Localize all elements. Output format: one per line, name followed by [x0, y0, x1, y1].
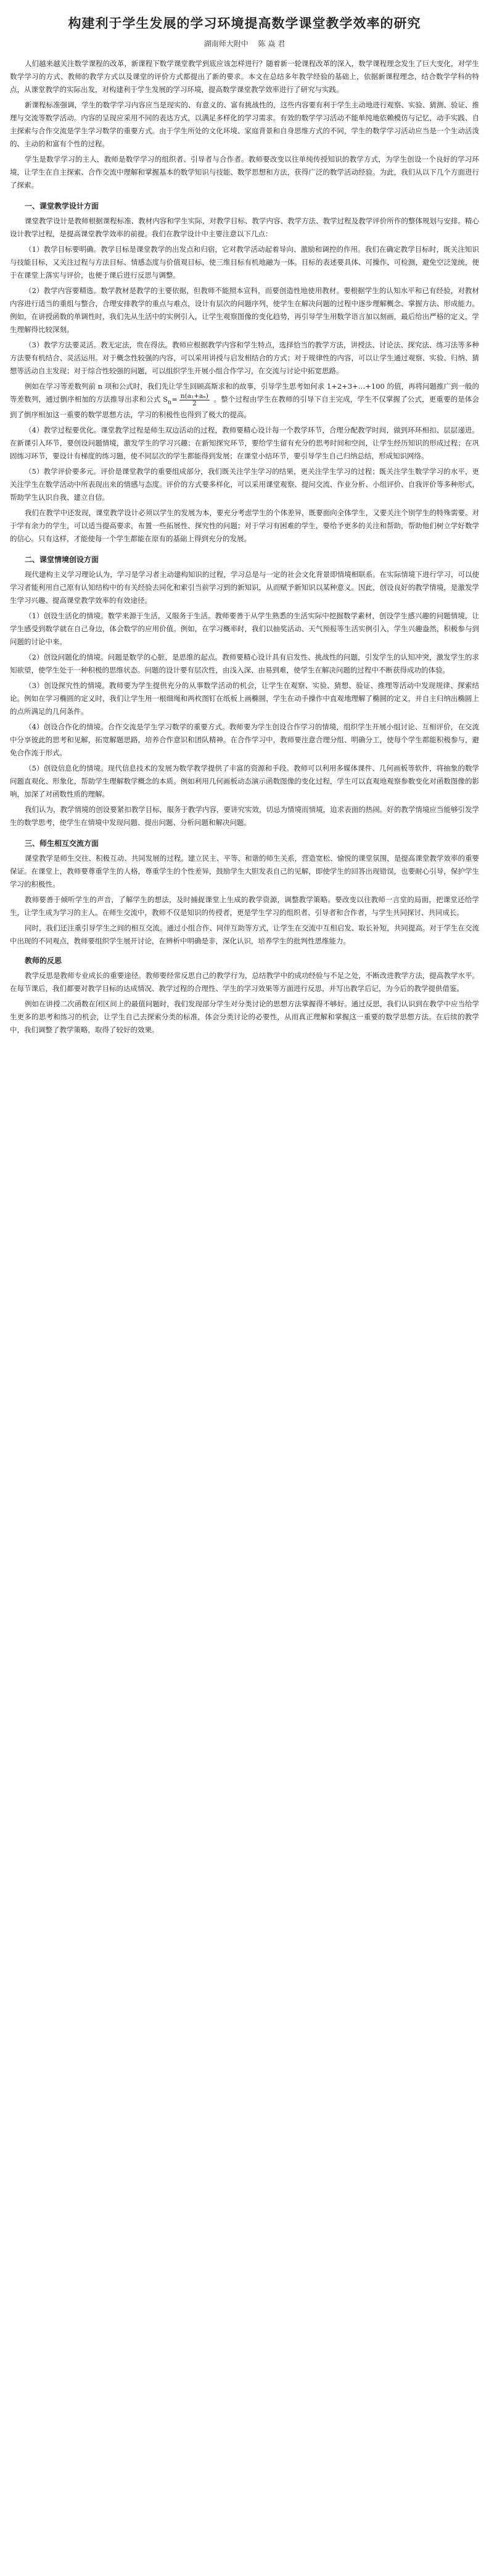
- body-paragraph: 教学反思是教师专业成长的重要途径。教师要经常反思自己的教学行为，总结教学中的成功经验与不足之处，不断改进教学方法，提高教学水平。在每节课后，我们都要对教学目标的达成情况、教学过程的合理性、学生的学习效果等方面进行反思，并写出教学后记，为今后的教学提供借鉴。: [10, 971, 479, 993]
- body-paragraph: （4）创设合作化的情境。合作交流是学生学习数学的重要方式。教师要为学生创设合作学习的情境，组织学生开展小组讨论、互相评价，在交流中分享彼此的思考和见解，拓宽解题思路，培养合作意识和团队精神。在合作学习中，教师要注意合理分组、明确分工，使每个学生都能积极参与，避免合作流于形式。: [10, 723, 479, 758]
- section-teacher-reflection: [10, 955, 479, 1037]
- body-paragraph: （5）教学评价要多元。评价是课堂教学的重要组成部分，我们既关注学生学习的结果，更关注学生学习的过程；既关注学生数学学习的水平，更关注学生在数学活动中所表现出来的情感与态度。评价的方式要多样化，可以采用课堂观察、提问交流、作业分析、小组评价、自我评价等多种形式，帮助学生认识自我、建立自信。: [10, 467, 479, 502]
- page-bottom-space: [10, 1039, 479, 1064]
- byline: [10, 38, 479, 49]
- intro-paragraph: 新课程标准强调，学生的数学学习内容应当是现实的、有意义的、富有挑战性的，这些内容要有利于学生主动地进行观察、实验、猜测、验证、推理与交流等数学活动。内容的呈现应采用不同的表达方式，以满足多样化的学习需求。有效的数学学习活动不能单纯地依赖模仿与记忆，动手实践、自主探索与合作交流是学生学习数学的重要方式。由于学生所处的文化环境、家庭背景和自身思维方式的不同，学生的数学学习活动应当是一个生动活泼的、主动的和富有个性的过程。: [10, 101, 479, 148]
- body-paragraph: （1）教学目标要明确。教学目标是课堂教学的出发点和归宿，它对教学活动起着导向、激励和调控的作用。我们在确定教学目标时，既关注知识与技能目标，又关注过程与方法目标、情感态度与价值观目标，使三维目标有机地融为一体。目标的表述要具体、可操作、可检测，避免空泛笼统，便于在课堂上落实与评价，也便于课后进行反思与调整。: [10, 245, 479, 280]
- body-paragraph: 我们在教学中还发现，课堂教学设计必须以学生的发展为本，要充分考虑学生的个体差异，既要面向全体学生，又要关注个别学生的特殊需要。对于学有余力的学生，可以适当提高要求，布置一些拓展性、探究性的问题；对于学习有困难的学生，要给予更多的关注和帮助，帮助他们树立学好数学的信心。只有这样，才能使每一个学生都能在原有的基础上得到充分的发展。: [10, 508, 479, 544]
- author-name: 陈 焱 君: [258, 39, 286, 48]
- section-teacher-student-exchange: [10, 838, 479, 948]
- formula-paragraph: [10, 380, 479, 421]
- sum-formula-fraction: [179, 393, 210, 407]
- article-title: 构建利于学生发展的学习环境提高数学课堂教学效率的研究: [68, 15, 421, 31]
- body-paragraph: 教师要善于倾听学生的声音，了解学生的想法，及时捕捉课堂上生成的教学资源，调整教学策略。要改变以往教师一言堂的局面，把课堂还给学生，让学生成为学习的主人。在师生交流中，教师不仅是知识的传授者，更是学生学习的组织者、引导者和合作者，与学生共同探讨、共同成长。: [10, 895, 479, 917]
- body-paragraph: （2）创设问题化的情境。问题是数学的心脏，是思维的起点。教师要精心设计具有启发性、挑战性的问题，引发学生的认知冲突，激发学生的求知欲望，使学生处于一种积极的思维状态。问题的设计要有层次性，由浅入深、由易到难，使学生在解决问题的过程中不断获得成功的体验。: [10, 653, 479, 675]
- body-paragraph: （2）教学内容要精选。数学教材是教学的主要依据，但教师不能照本宣科，而要创造性地使用教材。要根据学生的认知水平和已有经验，对教材内容进行适当的重组与整合，合理安排教学的重点与难点，设计有层次的问题序列，使学生在解决问题的过程中逐步理解概念、掌握方法、形成能力。例如，在讲授函数的单调性时，我们先从生活中的实例引入，让学生观察图像的变化趋势，再引导学生用数学语言加以刻画，最后给出严格的定义，学生理解得比较深刻。: [10, 286, 479, 334]
- formula-text-before: 例如在学习等差数列前: [25, 382, 96, 391]
- body-paragraph: 现代建构主义学习理论认为，学习是学习者主动建构知识的过程，学习总是与一定的社会文化背景即情境相联系。在实际情境下进行学习，可以使学习者能利用自己原有认知结构中的有关经验去同化和索引当前学习到的新知识，从而赋予新知识以某种意义。因此，创设良好的教学情境，是激发学生学习兴趣、提高课堂教学效率的有效途径。: [10, 570, 479, 605]
- body-paragraph: （3）创设探究性的情境。教师要为学生提供充分的从事数学活动的机会，让学生在观察、实验、猜想、验证、推理等活动中发现规律、探索结论。例如在学习椭圆的定义时，我们让学生用一根细绳和两枚图钉在纸板上画椭圆，学生在动手操作中直观地理解了椭圆的定义，并自主归纳出椭圆上的点所满足的几何条件。: [10, 681, 479, 716]
- fraction-numerator: n(a₁+aₙ): [180, 392, 208, 400]
- body-paragraph: 例如在讲授二次函数在闭区间上的最值问题时，我们发现部分学生对分类讨论的思想方法掌握得不够好。通过反思，我们认识到在教学中应当给学生更多的思考和练习的机会，让学生自己去探索分类的标准，体会分类讨论的必要性，从而真正理解和掌握这一重要的数学思想方法。在后续的教学中，我们调整了教学策略，取得了较好的效果。: [10, 1000, 479, 1035]
- body-paragraph: （4）教学过程要优化。课堂教学过程是师生双边活动的过程，教师要精心设计每一个教学环节，合理分配教学时间，做到环环相扣、层层递进。在新课引入环节，要创设问题情境，激发学生的学习兴趣；在新知探究环节，要给学生留有充分的思考时间和空间，让学生经历知识的形成过程；在巩固练习环节，要设计有梯度的练习题，使不同层次的学生都能得到发展；在课堂小结环节，要引导学生自己归纳总结，形成知识网络。: [10, 426, 479, 461]
- section-heading: 三、师生相互交流方面: [25, 839, 99, 848]
- section-situation-creation: [10, 554, 479, 829]
- body-paragraph: （1）创设生活化的情境。数学来源于生活，又服务于生活。教师要善于从学生熟悉的生活实际中挖掘数学素材，创设学生感兴趣的问题情境，让学生感受到数学就在自己身边，体会数学的应用价值。例如，在学习概率时，我们以抽奖活动、天气预报等生活实例引入，学生兴趣盎然，积极参与到问题的讨论中来。: [10, 611, 479, 647]
- body-paragraph: 我们认为，教学情境的创设要紧扣教学目标，服务于教学内容，要讲究实效，切忌为情境而情境，追求表面的热闹。好的教学情境应当能够引发学生的数学思考，使学生在情境中发现问题、提出问题、分析问题和解决问题。: [10, 805, 479, 827]
- body-paragraph: （3）教学方法要灵活。教无定法，贵在得法。教师应根据教学内容和学生特点，选择恰当的教学方法，讲授法、讨论法、探究法、练习法等多种方法要有机结合、灵活运用。对于概念性较强的内容，可以采用讲授与启发相结合的方式；对于规律性的内容，可以让学生通过观察、实验、归纳、猜想等活动自主发现；对于综合性较强的问题，可以组织学生开展小组合作学习，在交流与讨论中拓宽思路。: [10, 341, 479, 375]
- body-paragraph: 课堂教学设计是教师根据课程标准、教材内容和学生实际，对教学目标、教学内容、教学方法、教学过程及教学评价所作的整体规划与安排。精心设计教学过程，是提高课堂教学效率的前提。我们在教学设计中主要注意以下几点：: [10, 217, 479, 238]
- sum-formula: $S_n=$: [163, 395, 178, 406]
- body-paragraph: （5）创设信息化的情境。现代信息技术的发展为数学教学提供了丰富的资源和手段。教师可以利用多媒体课件、几何画板等软件，将抽象的数学问题直观化、形象化，帮助学生理解数学概念的本质。例如利用几何画板动态演示函数图像的变化过程，学生可以直观地观察参数变化对函数图像的影响，加深了对函数性质的理解。: [10, 764, 479, 799]
- formula-text-tail: 。整个过程由学生在教师的引导下自主完成，学生不仅掌握了公式，更重要的是体会到了倒序相加这一重要的数学思想方法，学习的积极性也得到了极大的提高。: [10, 395, 480, 420]
- author-affiliation: 湖南师大附中: [203, 39, 249, 48]
- section-heading: 一、课堂教学设计方面: [25, 202, 99, 210]
- intro-paragraph: 人们越来越关注数学课程的改革，新课程下数学课堂教学到底应该怎样进行？随着新一轮课程改革的深入，数学课程理念发生了巨大变化，对学生数学学习的方式、教师的教学方式以及课堂的评价方式都提出了新的要求。本文在总结多年教学经验的基础上，依据新课程理念，结合数学学科的特点，从课堂教学的实际出发，对构建利于学生发展的学习环境，提高数学课堂教学效率进行了研究与实践。: [10, 59, 479, 94]
- formula-n: n: [97, 382, 103, 391]
- section-heading: 教师的反思: [25, 956, 62, 966]
- formula-text-after: 项和公式时，我们先让学生回顾高斯求和的故事，引导学生思考如何求 1+2+3+…+100 的值，再将问题推广到一般的等差数列，通过倒序相加的方法推导出求和公式: [10, 382, 480, 404]
- intro-section: [10, 57, 479, 192]
- intro-paragraph: 学生是数学学习的主人，教师是数学学习的组织者、引导者与合作者。教师要改变以往单纯传授知识的教学方式，为学生创设一个良好的学习环境，让学生在自主探索、合作交流中理解和掌握基本的数学知识与技能、数学思想和方法，获得广泛的数学活动经验。为此，我们从以下几个方面进行了探索。: [10, 155, 479, 189]
- fraction-denominator: 2: [192, 399, 197, 407]
- body-paragraph: 课堂教学是师生交往、积极互动、共同发展的过程。建立民主、平等、和谐的师生关系，营造宽松、愉悦的课堂氛围，是提高课堂教学效率的重要保证。在课堂上，教师要尊重学生的人格，尊重学生的个性差异，鼓励学生大胆发表自己的见解，即使学生的回答出现错误，也要耐心引导，保护学生学习的积极性。: [10, 854, 479, 889]
- body-paragraph: 同时，我们还注重引导学生之间的相互交流。通过小组合作、同伴互助等方式，让学生在交流中互相启发、取长补短，共同提高。对于学生在交流中出现的不同观点，教师要组织学生展开讨论，在辨析中明确是非，深化认识，培养学生的批判性思维能力。: [10, 924, 479, 946]
- section-heading: 二、课堂情境创设方面: [25, 555, 99, 565]
- section-teaching-design: [10, 201, 479, 545]
